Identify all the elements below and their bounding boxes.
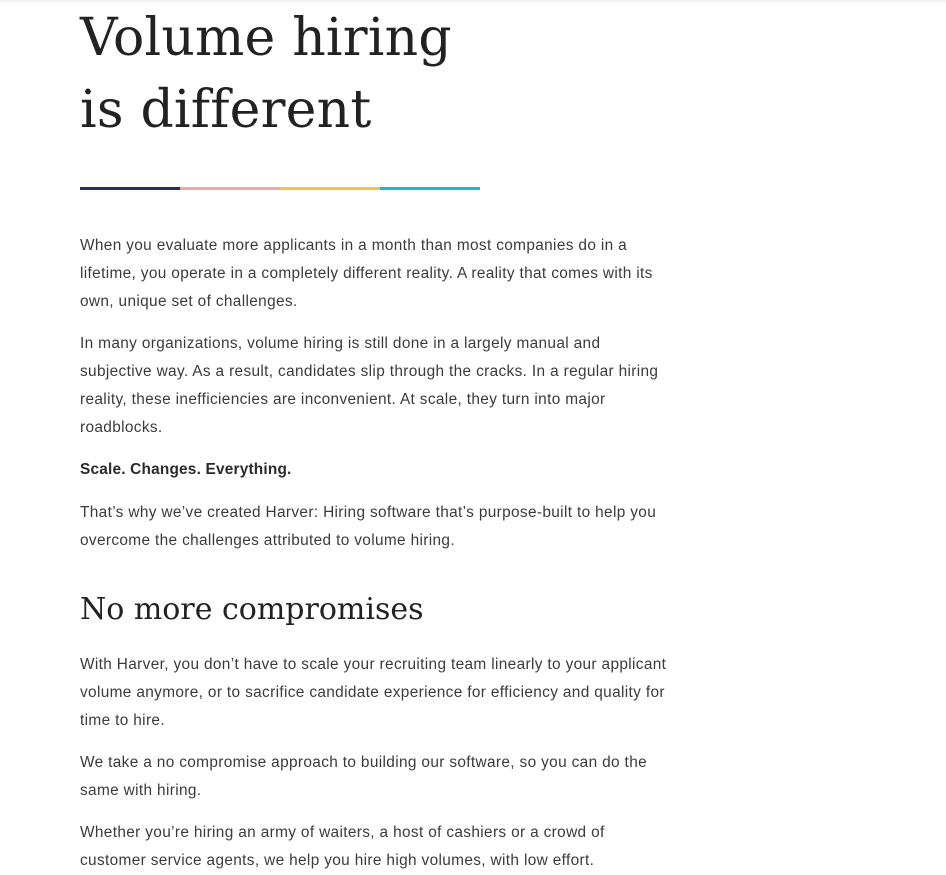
page-title-line-2: is different bbox=[80, 80, 372, 140]
page-title bbox=[80, 0, 670, 146]
intro-paragraph-1 bbox=[80, 232, 670, 316]
paragraph-text: Whether you’re hiring an army of waiters, a host of cashiers or a crowd of customer service agents, we help you hire high volumes, with low effort. bbox=[80, 824, 605, 869]
accent-color-bar bbox=[80, 187, 480, 190]
section-heading bbox=[80, 590, 670, 630]
section-title: No more compromises bbox=[80, 592, 424, 627]
accent-segment-teal bbox=[380, 187, 480, 190]
section-paragraph-2 bbox=[80, 749, 670, 805]
section-paragraph-3 bbox=[80, 819, 670, 875]
accent-segment-navy bbox=[80, 187, 180, 190]
tagline bbox=[80, 456, 670, 484]
paragraph-text: We take a no compromise approach to building our software, so you can do the same with hiring. bbox=[80, 754, 648, 799]
tagline-text: Scale. Changes. Everything. bbox=[80, 461, 292, 478]
intro-paragraph-2 bbox=[80, 330, 670, 442]
paragraph-text: In many organizations, volume hiring is still done in a largely manual and subjective way. As a result, candidates slip through the cracks. In a regular hiring reality, these inefficiencies are inconvenient. At scale, they turn into major roadblocks. bbox=[80, 335, 659, 436]
page-title-line-1: Volume hiring bbox=[80, 8, 452, 68]
section-paragraph-1 bbox=[80, 651, 670, 735]
intro-paragraph-3 bbox=[80, 499, 670, 555]
paragraph-text: When you evaluate more applicants in a month than most companies do in a lifetime, you operate in a completely different reality. A reality that comes with its own, unique set of challenges. bbox=[80, 237, 653, 310]
accent-segment-yellow bbox=[280, 187, 380, 190]
accent-segment-pink bbox=[180, 187, 280, 190]
paragraph-text: That’s why we’ve created Harver: Hiring software that’s purpose-built to help you overcome the challenges attributed to volume hiring. bbox=[80, 504, 657, 549]
paragraph-text: With Harver, you don’t have to scale your recruiting team linearly to your applicant volume anymore, or to sacrifice candidate experience for efficiency and quality for time to hire. bbox=[80, 656, 667, 729]
article-content bbox=[80, 0, 670, 869]
